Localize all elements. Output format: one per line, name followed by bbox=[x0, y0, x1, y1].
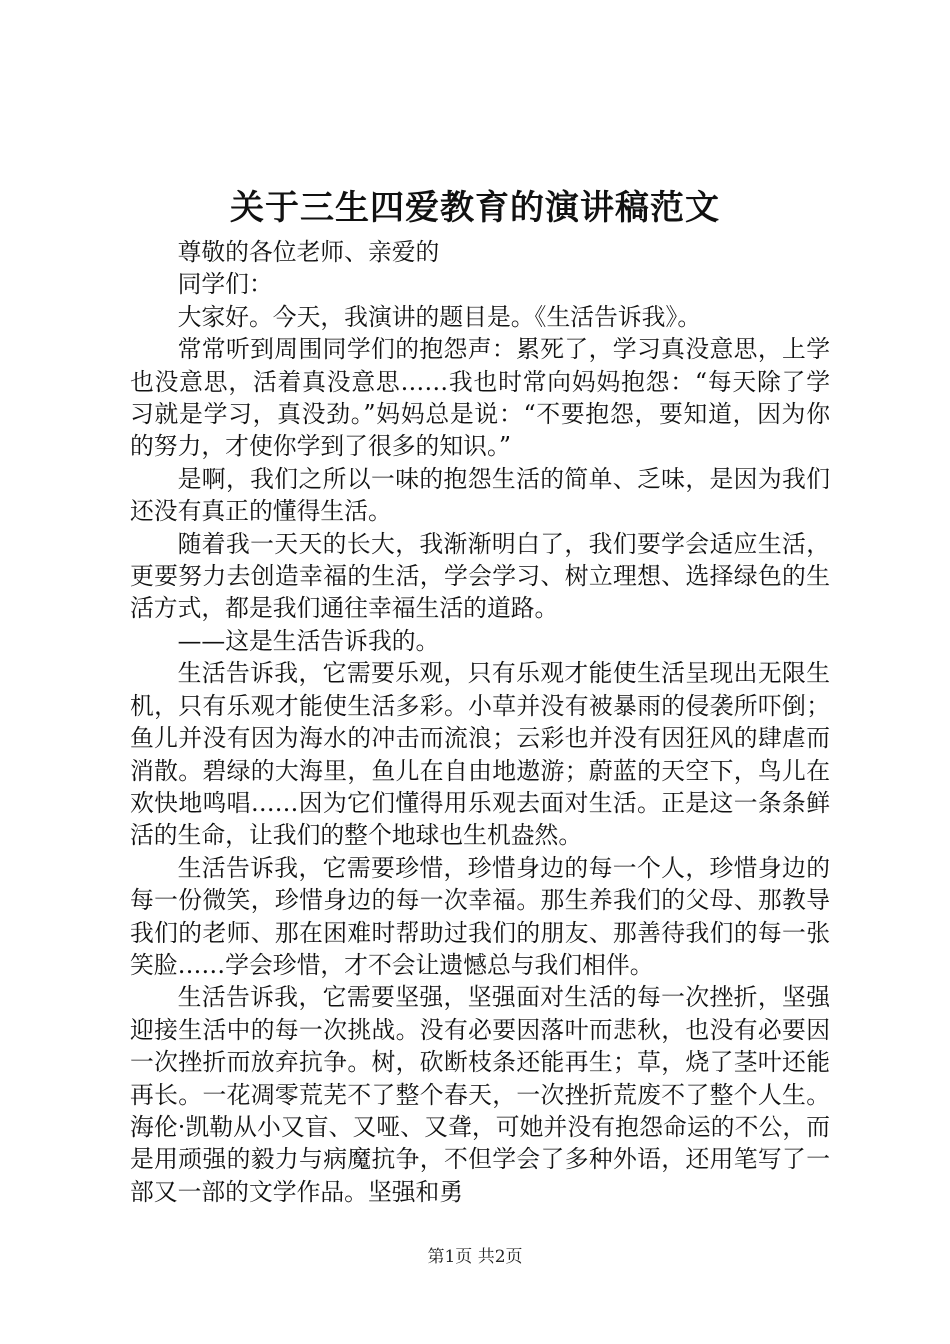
page-footer: 第1页 共2页 bbox=[427, 1247, 523, 1267]
paragraph-salutation-cont: 同学们： bbox=[177, 270, 273, 299]
paragraph-salutation: 尊敬的各位老师、亲爱的 bbox=[177, 238, 440, 266]
paragraph-complaints: 常常听到周围同学们的抱怨声：累死了，学习真没意思，上学也没意思，活着真没意思……我也时常向妈妈抱怨：“每天除了学习就是学习，真没劲。”妈妈总是说：“不要抱怨，要知道，因为你的努力，才使你学到了很多的知识。” bbox=[130, 335, 830, 461]
paragraph-growing-up: 随着我一天天的长大，我渐渐明白了，我们要学会适应生活，更要努力去创造幸福的生活，学会学习、树立理想、选择绿色的生活方式，都是我们通往幸福生活的道路。 bbox=[130, 529, 830, 623]
document-title: 关于三生四爱教育的演讲稿范文 bbox=[230, 188, 720, 228]
document-body bbox=[130, 236, 830, 1208]
paragraph-strength: 生活告诉我，它需要坚强，坚强面对生活的每一次挫折，坚强迎接生活中的每一次挑战。没有必要因落叶而悲秋，也没有必要因一次挫折而放弃抗争。树，砍断枝条还能再生；草，烧了茎叶还能再长。一花凋零荒芜不了整个春天，一次挫折荒废不了整个人生。海伦·凯勒从小又盲、又哑、又聋，可她并没有抱怨命运的不公，而是用顽强的毅力与病魔抗争，不但学会了多种外语，还用笔写了一部又一部的文学作品。坚强和勇 bbox=[130, 983, 830, 1206]
paragraph-greeting: 大家好。今天，我演讲的题目是。《生活告诉我》。 bbox=[177, 302, 702, 331]
paragraph-life-tells: ——这是生活告诉我的。 bbox=[177, 626, 440, 655]
paragraph-optimism: 生活告诉我，它需要乐观，只有乐观才能使生活呈现出无限生机，只有乐观才能使生活多彩。小草并没有被暴雨的侵袭所吓倒；鱼儿并没有因为海水的冲击而流浪；云彩也并没有因狂风的肆虐而消散。碧绿的大海里，鱼儿在自由地遨游；蔚蓝的天空下，鸟儿在欢快地鸣唱……因为它们懂得用乐观去面对生活。正是这一条条鲜活的生命，让我们的整个地球也生机盎然。 bbox=[130, 659, 830, 850]
paragraph-cherish: 生活告诉我，它需要珍惜，珍惜身边的每一个人，珍惜身边的每一份微笑，珍惜身边的每一次幸福。那生养我们的父母、那教导我们的老师、那在困难时帮助过我们的朋友、那善待我们的每一张笑脸……学会珍惜，才不会让遗憾总与我们相伴。 bbox=[130, 853, 830, 979]
paragraph-reason: 是啊，我们之所以一味的抱怨生活的简单、乏味，是因为我们还没有真正的懂得生活。 bbox=[130, 464, 830, 526]
